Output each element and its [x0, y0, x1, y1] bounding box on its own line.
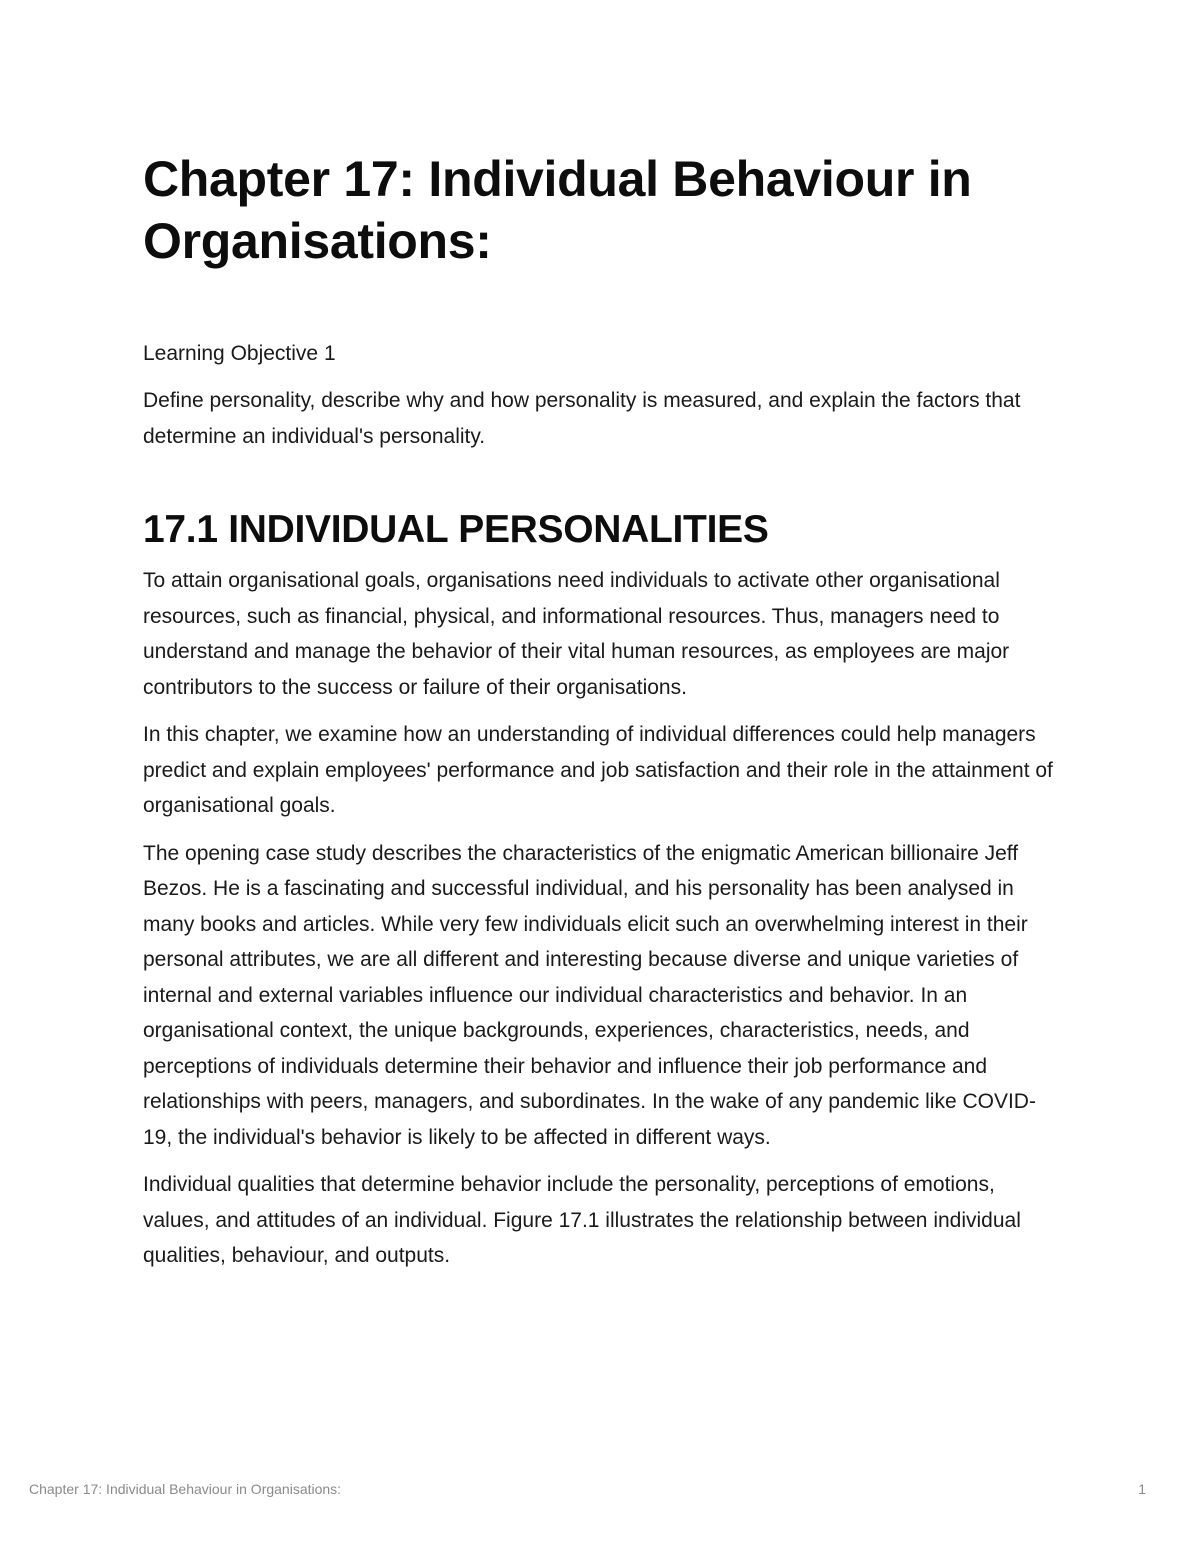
- footer-page-number: 1: [1138, 1481, 1146, 1497]
- body-paragraph-3: The opening case study describes the characteristics of the enigmatic American billionaire Jeff Bezos. He is a fascinating and successful individual, and his personality has been analysed in many books and articles. While very few individuals elicit such an overwhelming interest in their personal attributes, we are all different and interesting because diverse and unique varieties of internal and external variables influence our individual characteristics and behavior. In an organisational context, the unique backgrounds, experiences, characteristics, needs, and perceptions of individuals determine their behavior and influence their job performance and relationships with peers, managers, and subordinates. In the wake of any pandemic like COVID-19, the individual's behavior is likely to be affected in different ways.: [143, 841, 1036, 1149]
- learning-objective-text: Define personality, describe why and how personality is measured, and explain the factors that determine an individual's personality.: [143, 389, 1021, 448]
- learning-objective-label: Learning Objective 1: [143, 342, 336, 365]
- body-paragraph-4: Individual qualities that determine behavior include the personality, perceptions of emotions, values, and attitudes of an individual. Figure 17.1 illustrates the relationship between individual qualities, behaviour, and outputs.: [143, 1173, 1021, 1267]
- body-paragraph-2: In this chapter, we examine how an understanding of individual differences could help managers predict and explain employees' performance and job satisfaction and their role in the attainment of organisational goals.: [143, 723, 1053, 817]
- page-content: [143, 148, 1058, 1274]
- footer-running-title: Chapter 17: Individual Behaviour in Organisations:: [29, 1481, 342, 1497]
- chapter-title: Chapter 17: Individual Behaviour in Organisations:: [143, 151, 972, 269]
- section-heading: 17.1 INDIVIDUAL PERSONALITIES: [143, 508, 769, 551]
- body-paragraph-1: To attain organisational goals, organisations need individuals to activate other organisational resources, such as financial, physical, and informational resources. Thus, managers need to understand and manage the behavior of their vital human resources, as employees are major contributors to the success or failure of their organisations.: [143, 569, 1010, 699]
